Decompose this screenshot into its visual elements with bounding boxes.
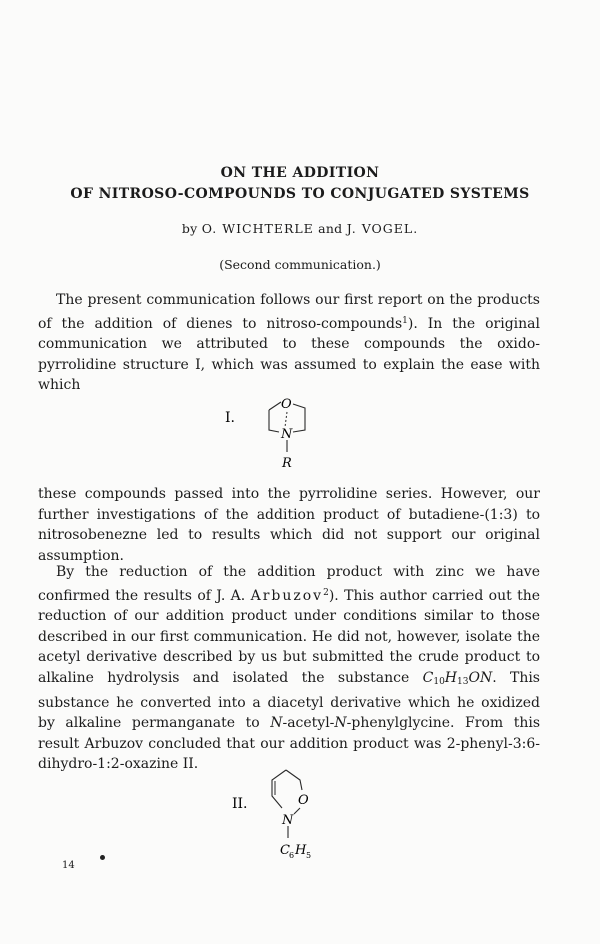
structure-1-bridge-bond [285,412,287,427]
page-number: 14 [62,860,75,871]
reference-2: 2 [323,587,329,598]
title-line-2: OF NITROSO-COMPOUNDS TO CONJUGATED SYSTEMS [70,186,530,202]
paragraph-1-rest: ). In the original communication we attributed to these compounds the oxido-pyrrolidine structure I, which was assumed to explain the ease with which [38,315,540,394]
paragraph-3-part1: By the reduction of the addition product with zinc we have confirmed the results of J. A. [38,564,540,604]
structure-2-phenyl-h: H [295,843,307,858]
structure-1-diagram [225,372,345,472]
structure-1-oxygen: O [281,397,292,412]
author-1: O. WICHTERLE [201,221,314,236]
paragraph-3-part2: ). This author carried out the reduction of our addition product under conditions similar to those described in our first communication. He did not, however, isolate the acetyl derivative described by us but submitted the crude product to alkaline hydrolysis and isolated the substance [38,587,541,686]
nitrogen-symbol-2: N [334,715,347,732]
formula-c-subscript: 10 [433,676,445,687]
subtitle: (Second communication.) [219,257,381,272]
author-2: J. VOGEL. [346,221,419,236]
structure-2-phenyl-c-count: 6 [289,851,295,860]
paragraph-3-part5: -phenylglycine. From this result Arbuzov concluded that our addition product was 2-phenyl-3:6-dihydro-1:2-oxazine II. [38,715,541,773]
structure-1-nitrogen: N [281,427,293,442]
formula-h-subscript: 13 [457,676,469,687]
structure-2-phenyl-c: C [280,843,290,858]
formula-h: H [444,669,458,686]
title-line-1: ON THE ADDITION [220,165,380,181]
structure-1-label: I. [225,410,235,426]
paragraph-2: these compounds passed into the pyrrolidine series. However, our further investigations of the addition product of butadiene-(1:3) to nitrosobenezne led to results which did not support our original assumption. [38,486,540,564]
structure-2-left-bonds [272,770,286,808]
structure-2-nitrogen: N [282,813,294,828]
structure-2-right-bonds [286,770,302,790]
formula-on: ON [468,669,493,686]
structure-1-substituent: R [282,456,292,471]
structure-2-label: II. [232,796,248,812]
authors-and: and [318,221,343,236]
paragraph-3-author: Arbuzov [250,587,324,604]
structure-2-diagram [232,768,342,868]
structure-1-left-bonds [269,410,279,432]
formula-c: C [422,669,434,686]
structure-1-top-left-bond [269,402,281,410]
structure-2-o-n-bond [294,808,300,814]
structure-2-phenyl-h-count: 5 [306,851,312,860]
paragraph-1-intro: The present communication follows our first report on the products of the addition of dienes to nitroso-compounds [38,292,540,332]
authors-by: by [181,221,198,236]
paragraph-3-part3: . This substance he converted into a diacetyl derivative which he oxidized by alkaline permanganate to [38,669,540,732]
ink-speck [100,855,105,860]
reference-1: 1 [402,315,408,326]
authors-line [0,221,600,236]
paragraph-3 [38,562,540,775]
structure-2-oxygen: O [298,793,309,808]
paragraph-3-part4: -acetyl- [282,715,335,732]
nitrogen-symbol-1: N [270,715,283,732]
structure-1-right-bonds [293,404,305,432]
